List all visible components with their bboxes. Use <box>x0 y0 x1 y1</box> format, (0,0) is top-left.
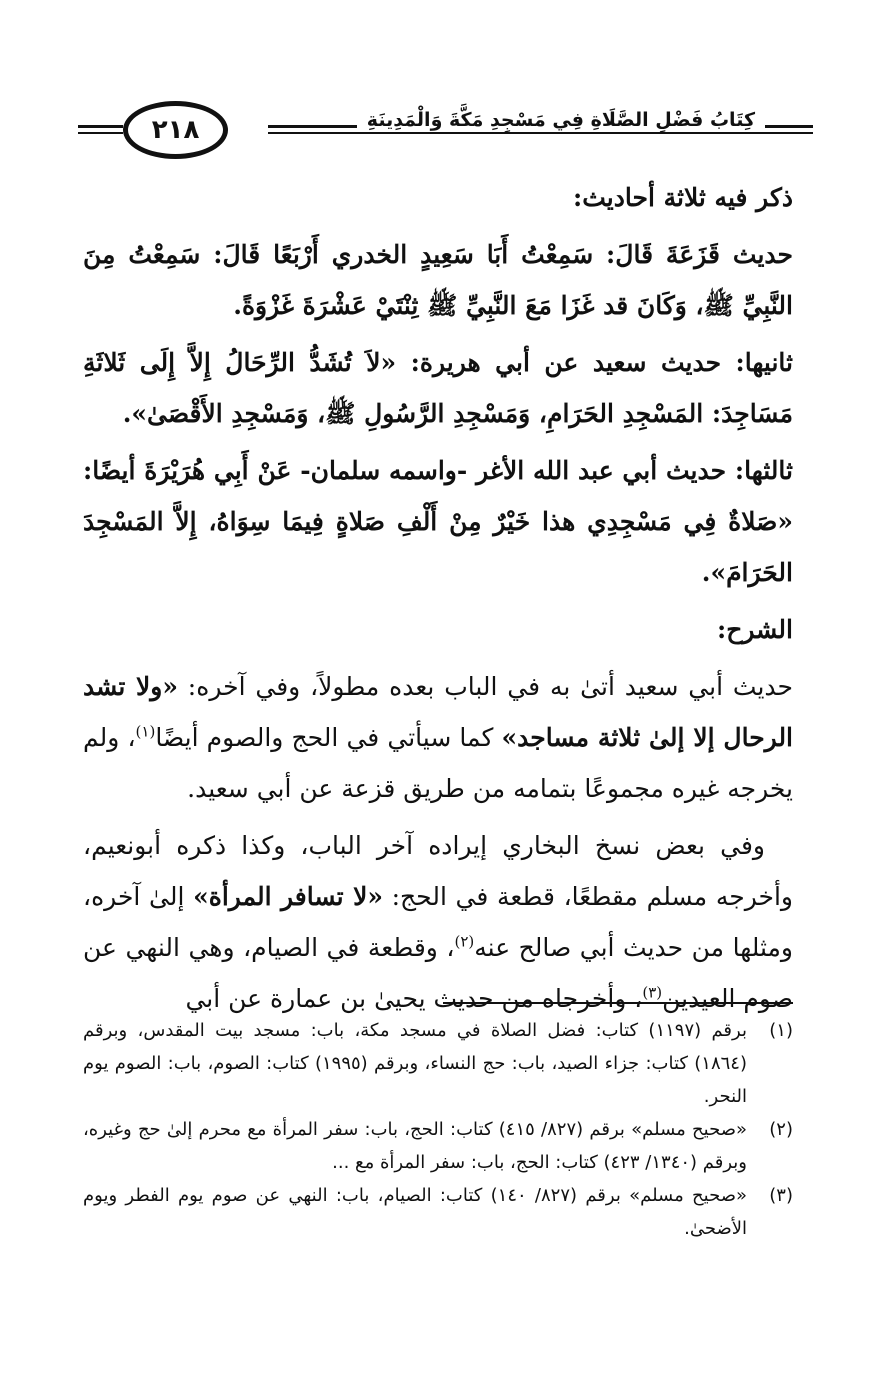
hadith-1: حديث قَزَعَةَ قَالَ: سَمِعْتُ أَبَا سَعِيدٍ الخدري أَرْبَعًا قَالَ: سَمِعْتُ مِنَ النَّبِيِّ ﷺ، وَكَانَ قد غَزَا مَعَ النَّبِيِّ ﷺ ثِنْتَيْ عَشْرَةَ غَزْوَةً. <box>83 240 793 320</box>
hadith-2: ثانيها: حديث سعيد عن أبي هريرة: «لاَ تُشَدُّ الرِّحَالُ إِلاَّ إِلَى ثَلاثَةِ مَسَاجِدَ: المَسْجِدِ الحَرَامِ، وَمَسْجِدِ الرَّسُولِ ﷺ، وَمَسْجِدِ الأَقْصَىٰ». <box>83 348 793 428</box>
header-rule <box>78 125 123 128</box>
footnote <box>83 1179 793 1245</box>
quoted-hadith: «ولا تشد الرحال إلا إلىٰ ثلاثة مساجد» <box>83 672 794 752</box>
commentary-paragraph-2 <box>83 820 793 1024</box>
text-segment: ، وقطعة في الصيام، وهي النهي عن صوم العيدين <box>83 933 793 1013</box>
footnote-divider <box>443 1002 793 1004</box>
footnote-number: (١) <box>769 1020 793 1041</box>
main-text <box>83 172 793 1030</box>
page-number: ٢١٨ <box>123 101 228 159</box>
header-rule <box>268 132 813 134</box>
commentary-heading: الشرح: <box>716 615 793 644</box>
text-segment: إلىٰ آخره، ومثلها من حديث أبي صالح عنه <box>83 882 794 962</box>
footnotes <box>83 1014 793 1245</box>
text-segment: حديث أبي سعيد أتىٰ به في الباب بعده مطولاً، وفي آخره: <box>177 672 793 701</box>
footnote-number: (٢) <box>769 1119 793 1140</box>
footnote <box>83 1014 793 1113</box>
footnote-ref[interactable]: (٣) <box>642 983 663 1002</box>
footnote-text: برقم (١١٩٧) كتاب: فضل الصلاة في مسجد مكة، باب: مسجد بيت المقدس، وبرقم (١٨٦٤) كتاب: جزاء الصيد، باب: حج النساء، وبرقم (١٩٩٥) كتاب: الصوم، باب: الصوم يوم النحر. <box>83 1020 747 1107</box>
quoted-hadith: «لا تسافر المرأة» <box>193 882 383 911</box>
text-segment: ، وأخرجاه من حديث يحيىٰ بن عمارة عن أبي <box>185 984 643 1013</box>
commentary-paragraph-1 <box>83 661 793 814</box>
text-segment: كما سيأتي في الحج والصوم أيضًا <box>155 723 502 752</box>
footnote-ref[interactable]: (١) <box>135 722 156 741</box>
intro-line: ذكر فيه ثلاثة أحاديث: <box>573 183 793 212</box>
footnote <box>83 1113 793 1179</box>
text-segment: وفي بعض نسخ البخاري إيراده آخر الباب، وكذا ذكره أبونعيم، وأخرجه مسلم مقطعًا، قطعة في الحج: <box>83 831 793 911</box>
page-header <box>78 95 813 165</box>
running-title: كِتَابُ فَضْلِ الصَّلَاةِ فِي مَسْجِدِ مَكَّةَ وَالْمَدِينَةِ <box>357 109 765 131</box>
footnote-ref[interactable]: (٢) <box>454 932 475 951</box>
hadith-3: ثالثها: حديث أبي عبد الله الأغر -واسمه سلمان- عَنْ أَبِي هُرَيْرَةَ أيضًا: «صَلاةٌ فِي مَسْجِدِي هذا خَيْرٌ مِنْ أَلْفِ صَلاةٍ فِيمَا سِوَاهُ، إِلاَّ المَسْجِدَ الحَرَامَ». <box>83 456 793 587</box>
header-rule <box>78 132 123 134</box>
footnote-text: «صحيح مسلم» برقم (٨٢٧/ ٤١٥) كتاب: الحج، باب: سفر المرأة مع محرم إلىٰ حج وغيره، وبرقم (١٣٤٠/ ٤٢٣) كتاب: الحج، باب: سفر المرأة مع ... <box>83 1119 747 1173</box>
footnote-text: «صحيح مسلم» برقم (٨٢٧/ ١٤٠) كتاب: الصيام، باب: النهي عن صوم يوم الفطر ويوم الأضحىٰ. <box>83 1185 747 1239</box>
text-segment: ، ولم يخرجه غيره مجموعًا بتمامه من طريق قزعة عن أبي سعيد. <box>83 723 793 803</box>
footnote-number: (٣) <box>769 1185 793 1206</box>
